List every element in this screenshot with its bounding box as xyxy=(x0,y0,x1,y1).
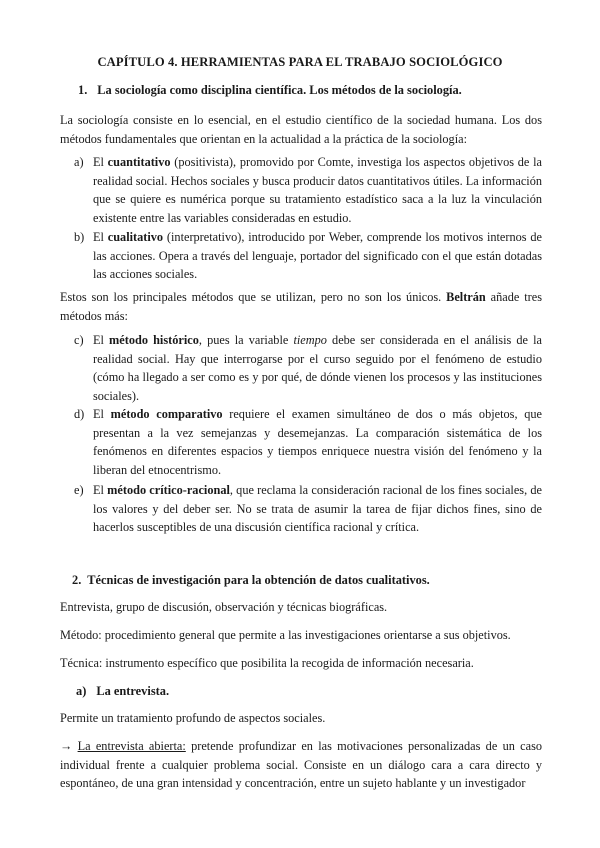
transition-paragraph xyxy=(60,288,542,325)
item-c-text: debe ser considerada en el análisis de la realidad social. Hay que interrogarse por el curso seguido por el fenómeno de estudio (cómo ha llegado a ser como es y por qué, de dónde vienen los procesos y las instituciones sociales). xyxy=(93,333,542,403)
item-b-pre: El xyxy=(93,230,108,244)
item-b-text: (interpretativo), introducido por Weber, comprende los motivos internos de las acciones. Opera a través del lenguaje, portador del significado con el que están dotadas las acciones sociales. xyxy=(93,230,542,282)
method-definition: Método: procedimiento general que permite a las investigaciones orientarse a sus objetivos. xyxy=(60,628,511,642)
list-item-d xyxy=(74,405,542,479)
technique-definition: Técnica: instrumento específico que posibilita la recogida de información necesaria. xyxy=(60,656,474,670)
section-2-heading xyxy=(72,573,430,588)
list-item-e xyxy=(74,481,542,537)
item-e-label: e) xyxy=(74,483,84,497)
item-b-term: cualitativo xyxy=(107,230,164,244)
section-1-heading xyxy=(78,83,462,98)
list-item-a xyxy=(74,153,542,227)
open-interview-term: La entrevista abierta: xyxy=(77,739,186,753)
techniques-paragraph: Entrevista, grupo de discusión, observación y técnicas biográficas. xyxy=(60,600,388,614)
item-a-text: (positivista), promovido por Comte, investiga los aspectos objetivos de la realidad social. Hechos sociales y busca producir datos cuantitativos útiles. La información que se quiere es numérica porque su tratamiento estadístico saca a la luz la vinculación existente entre las variables consideradas en estudio. xyxy=(93,155,542,225)
item-d-term: método comparativo xyxy=(110,407,223,421)
section-2-title: Técnicas de investigación para la obtención de datos cualitativos. xyxy=(87,573,430,587)
item-c-label: c) xyxy=(74,333,84,347)
item-d-label: d) xyxy=(74,407,85,421)
section-2-number: 2. xyxy=(72,573,82,587)
transition-pre: Estos son los principales métodos que se utilizan, pero no son los únicos. xyxy=(60,290,447,304)
item-c-mid: , pues la variable xyxy=(198,333,294,347)
item-b-label: b) xyxy=(74,230,85,244)
item-a-term: cuantitativo xyxy=(107,155,171,169)
item-e-term: método crítico-racional xyxy=(107,483,230,497)
author-beltran: Beltrán xyxy=(446,290,486,304)
item-d-text: requiere el examen simultáneo de dos o más objetos, que presentan a la vez semejanzas y desemejanzas. La comparación sistemática de los fenómenos en diferentes espacios y tiempos enriquece nuestra visión del fenómeno y la liberan del etnocentrismo. xyxy=(93,407,542,477)
item-a-label: a) xyxy=(74,155,84,169)
section-1-title: La sociología como disciplina científica. Los métodos de la sociología. xyxy=(97,83,462,97)
arrow-icon: → xyxy=(60,739,73,753)
interview-intro: Permite un tratamiento profundo de aspectos sociales. xyxy=(60,711,326,725)
item-c-term: método histórico xyxy=(109,333,199,347)
item-e-pre: El xyxy=(93,483,108,497)
subsection-a-label: a) xyxy=(76,684,87,698)
section-1-number: 1. xyxy=(78,83,88,97)
list-item-c xyxy=(74,331,542,405)
list-item-b xyxy=(74,228,542,284)
transition-post: añade tres métodos más: xyxy=(60,290,542,323)
open-interview-text: pretende profundizar en las motivaciones personalizadas de un caso individual frente a cualquier problema social. Consiste en un diálogo cara a cara directo y espontáneo, de una gran intensidad y concentración, entre un sujeto hablante y un investigador xyxy=(60,739,542,791)
item-d-pre: El xyxy=(93,407,111,421)
subsection-a-title: La entrevista. xyxy=(96,684,170,698)
intro-paragraph: La sociología consiste en lo esencial, en el estudio científico de la sociedad humana. Los dos métodos fundamentales que orientan en la actualidad a la práctica de la sociología: xyxy=(60,113,542,146)
open-interview-paragraph xyxy=(60,737,542,793)
chapter-title: CAPÍTULO 4. HERRAMIENTAS PARA EL TRABAJO SOCIOLÓGICO xyxy=(97,55,503,69)
item-a-pre: El xyxy=(93,155,108,169)
item-e-text: , que reclama la consideración racional de los fines sociales, de los valores y del deber ser. No se trata de asumir la tarea de fijar dichos fines, sino de hacerlos susceptibles de una discusión científica racional y crítica. xyxy=(93,483,542,535)
item-c-pre: El xyxy=(93,333,110,347)
subsection-a-heading xyxy=(76,684,169,699)
item-c-italic: tiempo xyxy=(293,333,327,347)
